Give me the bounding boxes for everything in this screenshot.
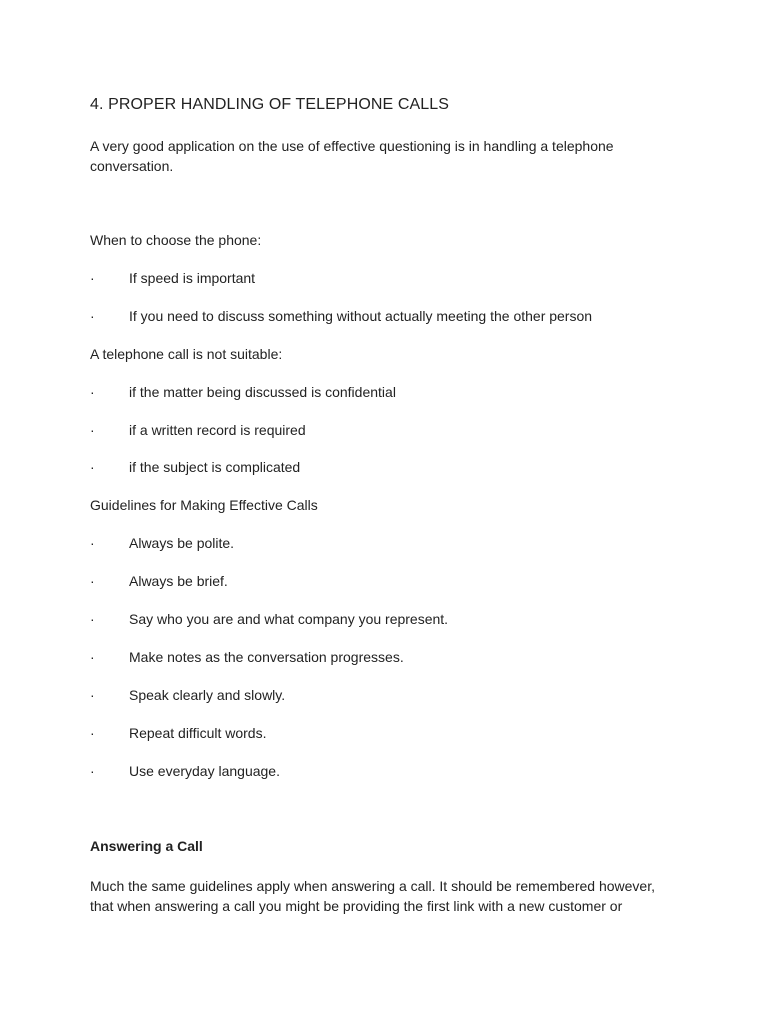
bullet-icon: · bbox=[90, 384, 95, 400]
bullet-icon: · bbox=[90, 459, 95, 475]
bullet-icon: · bbox=[90, 649, 95, 665]
list-item-text: Say who you are and what company you represent. bbox=[129, 611, 449, 627]
list-item-text: Use everyday language. bbox=[129, 763, 280, 779]
list-item-text: If speed is important bbox=[129, 270, 256, 286]
bullet-icon: · bbox=[90, 763, 95, 779]
when-to-choose-heading: When to choose the phone: bbox=[90, 232, 262, 248]
bullet-icon: · bbox=[90, 270, 95, 286]
intro-paragraph: A very good application on the use of effective questioning is in handling a telephone conversation. bbox=[90, 138, 614, 174]
bullet-icon: · bbox=[90, 725, 95, 741]
list-item-text: Make notes as the conversation progresses. bbox=[129, 649, 404, 665]
guidelines-heading: Guidelines for Making Effective Calls bbox=[90, 497, 318, 513]
list-item-text: if the matter being discussed is confidential bbox=[129, 384, 396, 400]
answering-a-call-heading: Answering a Call bbox=[90, 838, 203, 854]
bullet-icon: · bbox=[90, 535, 95, 551]
not-suitable-heading: A telephone call is not suitable: bbox=[90, 346, 283, 362]
bullet-icon: · bbox=[90, 308, 95, 324]
list-item-text: Always be brief. bbox=[129, 573, 228, 589]
bullet-icon: · bbox=[90, 687, 95, 703]
bullet-icon: · bbox=[90, 422, 95, 438]
list-item-text: Always be polite. bbox=[129, 535, 235, 551]
bullet-icon: · bbox=[90, 573, 95, 589]
answering-paragraph: Much the same guidelines apply when answering a call. It should be remembered however, that when answering a call you might be providing the first link with a new customer or bbox=[90, 878, 655, 914]
list-item-text: Speak clearly and slowly. bbox=[129, 687, 286, 703]
list-item-text: if a written record is required bbox=[129, 422, 306, 438]
bullet-icon: · bbox=[90, 611, 95, 627]
list-item-text: If you need to discuss something without actually meeting the other person bbox=[129, 308, 593, 324]
list-item-text: if the subject is complicated bbox=[129, 459, 301, 475]
list-item-text: Repeat difficult words. bbox=[129, 725, 267, 741]
page-title: 4. PROPER HANDLING OF TELEPHONE CALLS bbox=[90, 96, 450, 113]
